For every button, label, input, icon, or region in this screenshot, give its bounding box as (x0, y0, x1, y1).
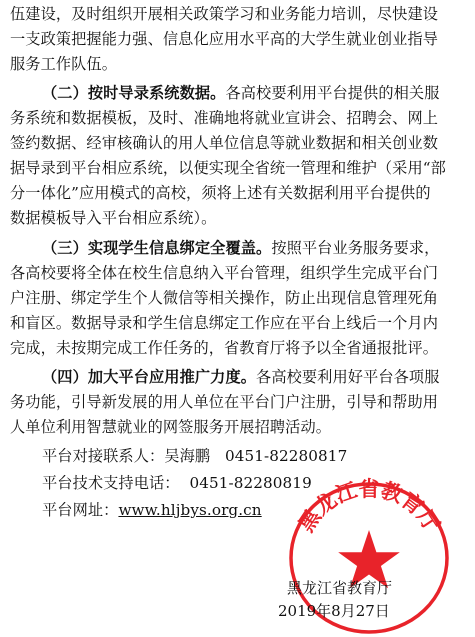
section-3-line-1 (42, 238, 439, 258)
section-2-line-1-text: 各高校要利用平台提供的相关服 (225, 84, 440, 102)
section-2-line-1 (42, 83, 439, 103)
section-4-heading: （四）加大平台应用推广力度。 (42, 368, 257, 386)
section-3-heading: （三）实现学生信息绑定全覆盖。 (42, 239, 272, 257)
section-2-line-2: 务系统和数据模板，及时、准确地将就业宣讲会、招聘会、网上 (10, 109, 439, 127)
section-2-line-4: 据导录到平台相应系统，以便实现全省统一管理和维护（采用“部 (10, 159, 446, 177)
section-3-line-4: 和盲区。数据导录和学生信息绑定工作应在平台上线后一个月内 (10, 314, 439, 332)
signature-org: 黑龙江省教育厅 (287, 579, 393, 597)
section-3-line-2: 各高校要将全体在校生信息纳入平台管理，组织学生完成平台门 (10, 264, 439, 282)
section-3-line-1-text: 按照平台业务服务要求， (271, 239, 440, 257)
section-3-line-5: 完成，未按期完成工作任务的，省教育厅将予以全省通报批评。 (10, 339, 439, 357)
website-link[interactable]: www.hljbys.org.cn (118, 501, 262, 519)
tech-support-phone: 平台技术支持电话： 0451-82280819 (42, 474, 312, 492)
platform-website (42, 500, 262, 520)
contact-person: 平台对接联系人：吴海鹏 0451-82280817 (42, 447, 348, 465)
section-2-heading: （二）按时导录系统数据。 (42, 84, 226, 102)
intro-line-3: 服务工作队伍。 (10, 55, 118, 73)
seal-text: 黑龙江省教育厅 (293, 476, 445, 537)
intro-line-2: 一支政策把握能力强、信息化应用水平高的大学生就业创业指导 (10, 30, 439, 48)
website-label: 平台网址： (42, 501, 119, 519)
section-4-line-2: 务功能，引导新发展的用人单位在平台门户注册，引导和帮助用 (10, 393, 439, 411)
signature-date: 2019年8月27日 (278, 602, 390, 620)
section-4-line-3: 人单位利用智慧就业的网签服务开展招聘活动。 (10, 418, 332, 436)
section-3-line-3: 户注册、绑定学生个人微信等相关操作，防止出现信息管理死角 (10, 289, 439, 307)
section-2-line-5: 分一体化”应用模式的高校，须将上述有关数据利用平台提供的 (10, 184, 431, 202)
section-4-line-1-text: 各高校要利用好平台各项服 (256, 368, 440, 386)
section-2-line-3: 签约数据、经审核确认的用人单位信息等就业数据和相关创业数 (10, 134, 439, 152)
section-2-line-6: 数据模板导入平台相应系统）。 (10, 209, 217, 227)
section-4-line-1 (42, 367, 439, 387)
intro-line-1: 伍建设，及时组织开展相关政策学习和业务能力培训，尽快建设 (10, 5, 439, 23)
